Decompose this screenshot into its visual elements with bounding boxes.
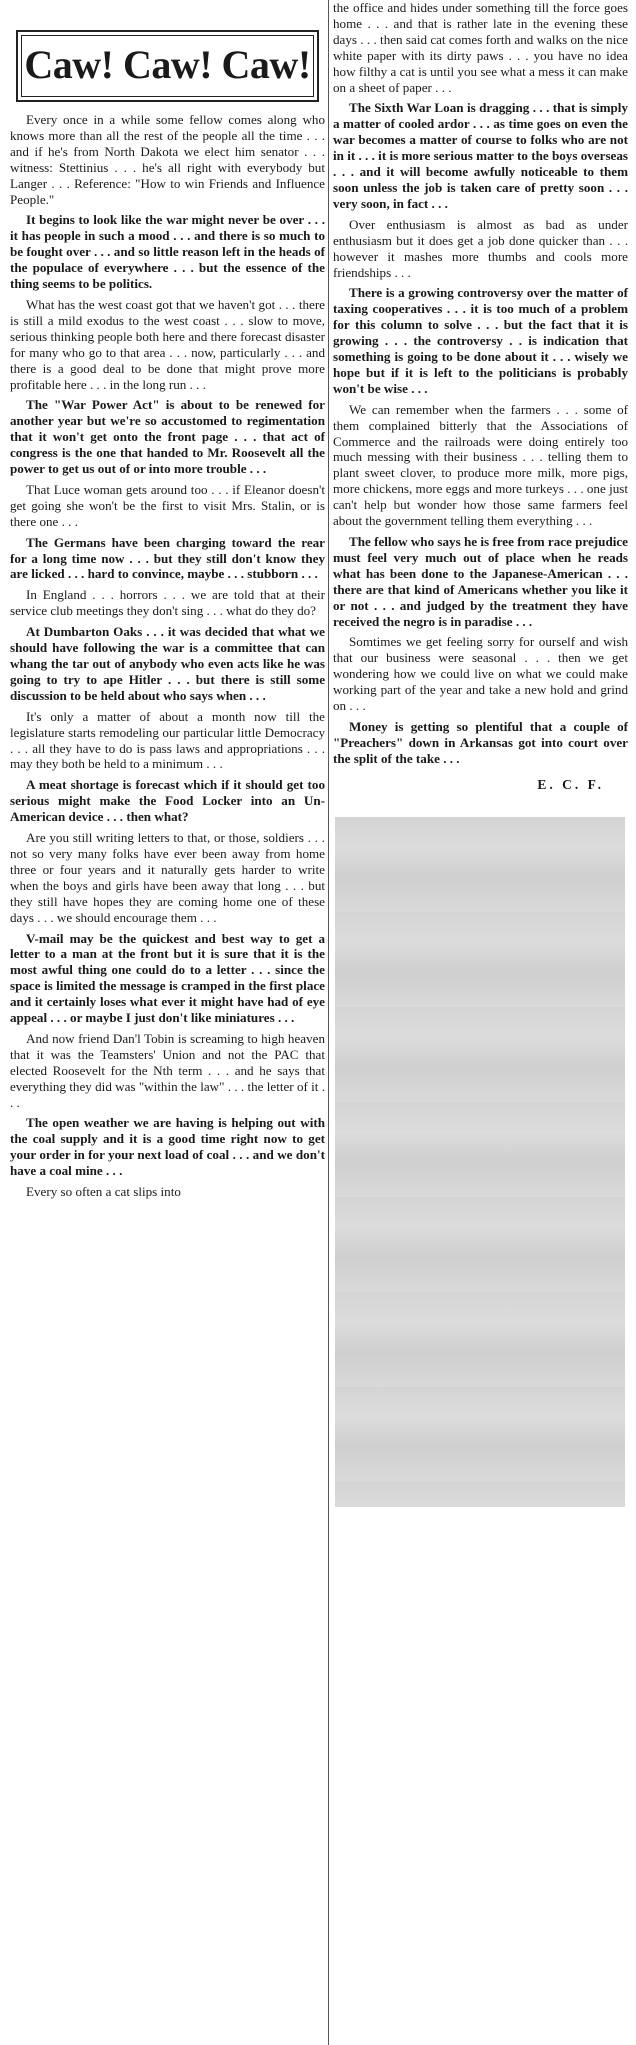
article-paragraph: It's only a matter of about a month now till the legislature starts remodeling our particular little Democracy . . . all they have to do is pass laws and appropriations . . . may they both be held to a minimum . . . bbox=[10, 708, 325, 772]
article-paragraph: The open weather we are having is helping out with the coal supply and it is a good time right now to get your order in for your next load of coal . . . and we don't have a coal mine . . . bbox=[10, 1115, 325, 1179]
column-divider bbox=[328, 0, 329, 2045]
author-signature: E. C. F. bbox=[537, 776, 604, 792]
article-paragraph: The Germans have been charging toward the rear for a long time now . . . but they still don't know they are licked . . . hard to convince, maybe . . . stubborn . . . bbox=[10, 534, 325, 582]
article-paragraph: Money is getting so plentiful that a couple of "Preachers" down in Arkansas got into court over the split of the take . . . bbox=[333, 718, 628, 766]
article-paragraph: In England . . . horrors . . . we are told that at their service club meetings they don't sing . . . what do they do? bbox=[10, 587, 325, 619]
article-paragraph: There is a growing controversy over the matter of taxing cooperatives . . . it is too much of a problem for this column to solve . . . but the fact that it is growing . . . the controversy . . is indication that something is going to be done about it . . . wisely we hope but if it is left to the politicians is probably won't be wise . . . bbox=[333, 285, 628, 396]
article-paragraph: Over enthusiasm is almost as bad as under enthusiasm but it does get a job done quicker than . . . however it mashes more thumbs and cools more friendships . . . bbox=[333, 216, 628, 280]
article-paragraph: Are you still writing letters to that, or those, soldiers . . . not so very many folks have ever been away from home three or four years and it naturally gets harder to write when the boys and girls have been away that long . . . but they still have hopes they are coming home one of these days . . . we should encourage them . . . bbox=[10, 830, 325, 925]
article-paragraph: That Luce woman gets around too . . . if Eleanor doesn't get going she won't be the first to visit Mrs. Stalin, or is there one . . . bbox=[10, 481, 325, 529]
article-paragraph: Somtimes we get feeling sorry for ourself and wish that our business were seasonal . . . then we get wondering how we could live on what we could make working part of the year and take a new hold and grind on . . . bbox=[333, 634, 628, 714]
article-paragraph: Every once in a while some fellow comes along who knows more than all the rest of the people all the time . . . and if he's from North Dakota we elect him senator . . . witness: Stettinius . . . he's all right with everybody but Langer . . . Reference: "How to win Friends and Influence People." bbox=[10, 112, 325, 207]
article-paragraph: We can remember when the farmers . . . some of them complained bitterly that the Associations of Commerce and the railroads were doing entirely too much messing with their business . . . telling them to plant sweet clover, to produce more milk, more pigs, more chickens, more eggs and more turkeys . . . one just can't help but wonder how those same farmers feel about the government telling them everything . . . bbox=[333, 401, 628, 529]
article-paragraph: The Sixth War Loan is dragging . . . that is simply a matter of cooled ardor . . . as time goes on even the war becomes a matter of course to folks who are not in it . . . it is more serious matter to the boys overseas . . . and it will become awfully noticeable to them soon unless the job is taken care of pretty soon . . . very soon, in fact . . . bbox=[333, 100, 628, 211]
article-paragraph: What has the west coast got that we haven't got . . . there is still a mild exodus to the west coast . . . slow to move, serious thinking people both here and there forecast disaster for many who go to that area . . . now, particularly . . . and there is a good deal to be done that might prove more profitable here . . . in the long run . . . bbox=[10, 296, 325, 392]
article-paragraph: V-mail may be the quickest and best way to get a letter to a man at the front but it is sure that it is the most awful thing one could do to a letter . . . since the space is limited the message is cramped in the first place and it certainly loses what ever it might have had of eye appeal . . . or maybe I just don't like miniatures . . . bbox=[10, 930, 325, 1026]
article-paragraph: A meat shortage is forecast which if it should get too serious might make the Food Locker into an Un-American device . . . then what? bbox=[10, 777, 325, 825]
obscured-advertisement-image bbox=[335, 817, 625, 1507]
left-column-body bbox=[10, 112, 325, 1200]
right-column bbox=[333, 0, 628, 1507]
column-title: Caw! Caw! Caw! bbox=[21, 35, 314, 97]
article-paragraph: the office and hides under something till the force goes home . . . and that is rather late in the evening these days . . . then said cat comes forth and walks on the nice white paper with its dirty paws . . . you have no idea how filthy a cat is until you see what a mess it can make on a sheet of paper . . . bbox=[333, 0, 628, 95]
left-column bbox=[10, 0, 325, 1205]
article-paragraph: It begins to look like the war might never be over . . . it has people in such a mood . . . and there is so much to be fought over . . . and so little reason left in the heads of the populace of everywhere . . . but the essence of the thing seems to be politics. bbox=[10, 212, 325, 292]
article-paragraph: The "War Power Act" is about to be renewed for another year but we're so accustomed to regimentation that it won't get onto the front page . . . that act of congress is the one that handed to Mr. Roosevelt all the power to get us out of or into more trouble . . . bbox=[10, 397, 325, 477]
article-paragraph: At Dumbarton Oaks . . . it was decided that what we should have following the war is a committee that can whang the tar out of anybody who even acts like he was going to try to ape Hitler . . . but there is still some discussion to be held about who says when . . . bbox=[10, 624, 325, 703]
right-column-body bbox=[333, 0, 628, 767]
article-paragraph: The fellow who says he is free from race prejudice must feel very much out of place when he reads what has been done to the Japanese-American . . . there are that kind of Americans whether you like it or not . . . and judged by the treatment they have received the negro is in paradise . . . bbox=[333, 534, 628, 629]
article-paragraph: Every so often a cat slips into bbox=[26, 1184, 181, 1200]
article-paragraph: And now friend Dan'l Tobin is screaming to high heaven that it was the Teamsters' Union and not the PAC that elected Roosevelt for the Nth term . . . and he says that everything they did was "within the law" . . . the letter of it . . . bbox=[10, 1030, 325, 1110]
column-masthead bbox=[16, 30, 319, 102]
